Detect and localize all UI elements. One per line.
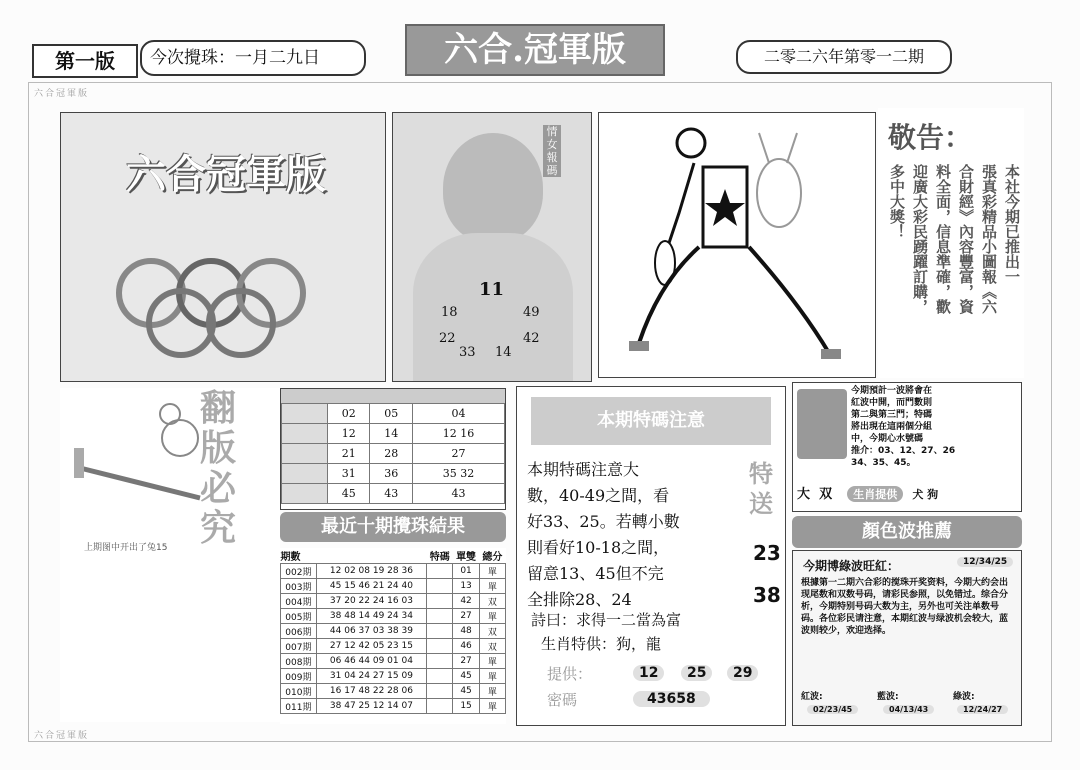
grid-cell: 02 — [328, 404, 370, 424]
grid-row — [282, 484, 505, 504]
wave-tip-line: 紅波中開，而門數則 — [851, 398, 933, 408]
table-row — [281, 684, 506, 699]
grid-row — [282, 444, 505, 464]
color-wave-subtitle: 今期博綠波旺紅： — [803, 559, 900, 573]
photo-number: 22 — [439, 331, 456, 346]
result-cell: 01 — [453, 564, 479, 579]
result-cell: 003期 — [281, 579, 317, 594]
wave-tip-line: 推介：03、12、27、26 — [851, 446, 956, 456]
result-cell: 011期 — [281, 699, 317, 714]
table-row — [281, 699, 506, 714]
grid-table-header-bar — [281, 389, 505, 403]
result-cell: 双 — [479, 624, 505, 639]
result-cell: 13 — [453, 579, 479, 594]
grid-cell: 43 — [412, 484, 504, 504]
result-cell: 單 — [479, 579, 505, 594]
spacer-cell — [427, 609, 453, 624]
col-header: 特碼 — [429, 552, 450, 563]
wave-tip-panel — [792, 382, 1022, 512]
result-cell: 44 06 37 03 38 39 — [316, 624, 426, 639]
grid-row-label — [282, 444, 328, 464]
result-cell: 48 — [453, 624, 479, 639]
special-title: 本期特碼注意 — [531, 397, 771, 445]
spacer-cell — [427, 624, 453, 639]
photo-number: 42 — [523, 331, 540, 346]
code-label: 密碼 — [547, 691, 578, 709]
table-row — [281, 579, 506, 594]
side-number: 23 — [753, 541, 781, 565]
result-cell: 38 48 14 49 24 34 — [316, 609, 426, 624]
special-zodiac: 生肖特供：狗，龍 — [541, 635, 662, 653]
ticker-top: 六合冠軍版 — [34, 89, 90, 99]
spacer-cell — [427, 699, 453, 714]
color-wave-balls: 12/34/25 — [957, 557, 1013, 567]
result-cell: 45 15 46 21 24 40 — [316, 579, 426, 594]
table-row — [281, 624, 506, 639]
notice-panel — [878, 108, 1024, 378]
result-cell: 006期 — [281, 624, 317, 639]
edition-label: 第一版 — [32, 44, 138, 78]
wave-tip-line: 中，今期心水號碼 — [851, 434, 924, 444]
result-cell: 16 17 48 22 28 06 — [316, 684, 426, 699]
notice-line: 料全面，信息準確，歡 — [934, 164, 952, 314]
result-cell: 單 — [479, 609, 505, 624]
cartoon-figure-icon — [599, 113, 875, 377]
color-wave-body: 根據第一二期六合彩的搅珠开奖资料，今期大约会出现尾数和双数号码，请彩民参照，以免错过。综合分析，今期特别号码大数为主，另外也可关注单数号码。各位彩民请注意，本期红波与绿波机会较大，蓝波则较少，欢迎选择。 — [801, 578, 1009, 636]
provide-number: 25 — [681, 665, 712, 681]
grid-table — [281, 403, 505, 504]
table-row — [281, 594, 506, 609]
provide-number: 12 — [633, 665, 664, 681]
draw-date: 今次攪珠：一月二九日 — [140, 40, 366, 76]
col-header: 期數 — [280, 552, 301, 563]
table-row — [281, 669, 506, 684]
portrait-head — [443, 133, 543, 243]
result-cell: 42 — [453, 594, 479, 609]
results-panel — [280, 548, 506, 724]
wave-tip-line: 今期預計一波將會在 — [851, 386, 933, 396]
special-panel — [516, 386, 786, 726]
parity-label: 双 — [819, 487, 833, 502]
spacer-cell — [427, 564, 453, 579]
spacer-cell — [427, 579, 453, 594]
grid-cell: 36 — [370, 464, 412, 484]
notice-title: 敬告： — [888, 121, 973, 154]
special-text — [527, 457, 739, 613]
photo-number: 11 — [479, 279, 505, 300]
result-cell: 双 — [479, 594, 505, 609]
spacer-cell — [427, 654, 453, 669]
special-line: 全排除28、24 — [527, 590, 632, 609]
notice-line: 張真彩精品小圖報《六 — [980, 164, 998, 314]
spacer-cell — [427, 669, 453, 684]
result-cell: 46 — [453, 639, 479, 654]
table-row — [281, 564, 506, 579]
green-wave-label: 綠波: — [953, 692, 975, 702]
result-cell: 15 — [453, 699, 479, 714]
special-line: 好33、25。若轉小數 — [527, 512, 680, 531]
ticker-bottom: 六合冠軍版 — [34, 731, 90, 741]
wave-tip-line: 第二與第三門；特碼 — [851, 410, 933, 420]
table-row — [281, 609, 506, 624]
side-banner: 翻版必究 — [200, 387, 237, 549]
notice-line: 本社今期已推出一 — [1003, 164, 1021, 284]
grid-cell: 28 — [370, 444, 412, 464]
result-cell: 27 — [453, 654, 479, 669]
wave-tip-footer — [797, 483, 1017, 509]
result-cell: 008期 — [281, 654, 317, 669]
provide-label: 提供： — [547, 665, 593, 683]
zodiac-value: 犬 狗 — [912, 488, 939, 501]
result-cell: 37 20 22 24 16 03 — [316, 594, 426, 609]
col-header: 單雙 — [456, 552, 477, 563]
notice-text — [884, 164, 1022, 374]
result-cell: 009期 — [281, 669, 317, 684]
photo-badge: 情女報碼 — [543, 125, 561, 177]
result-cell: 45 — [453, 684, 479, 699]
grid-table-panel — [280, 388, 506, 510]
green-wave-numbers: 12/24/27 — [957, 705, 1008, 714]
grid-cell: 12 — [328, 424, 370, 444]
cartoon-caption: 上期图中开出了兔15 — [84, 543, 168, 553]
photo-number: 14 — [495, 345, 512, 360]
notice-line: 合財經》內容豐富，資 — [957, 164, 975, 314]
special-poem: 詩曰：求得一二當為富 — [531, 611, 682, 629]
notice-line: 迎廣大彩民踴躍訂購， — [911, 164, 929, 314]
grid-row-label — [282, 464, 328, 484]
result-cell: 31 04 24 27 15 09 — [316, 669, 426, 684]
grid-row-label — [282, 484, 328, 504]
result-cell: 06 46 44 09 01 04 — [316, 654, 426, 669]
result-cell: 007期 — [281, 639, 317, 654]
wave-tip-text — [851, 385, 1021, 469]
result-cell: 005期 — [281, 609, 317, 624]
zodiac-label: 生肖提供 — [847, 486, 903, 502]
blue-wave-label: 藍波: — [877, 692, 899, 702]
result-cell: 27 — [453, 609, 479, 624]
masthead-title: 六合.冠軍版 — [405, 24, 665, 76]
special-line: 留意13、45但不完 — [527, 564, 664, 583]
result-cell: 双 — [479, 639, 505, 654]
wave-tip-line: 34、35、45。 — [851, 458, 916, 468]
table-row — [281, 639, 506, 654]
photo-number: 49 — [523, 305, 540, 320]
grid-cell: 04 — [412, 404, 504, 424]
grid-cell: 31 — [328, 464, 370, 484]
special-line: 本期特碼注意大 — [527, 460, 640, 479]
spacer-cell — [427, 594, 453, 609]
red-wave-numbers: 02/23/45 — [807, 705, 858, 714]
spacer-cell — [427, 684, 453, 699]
result-cell: 010期 — [281, 684, 317, 699]
grid-row — [282, 464, 505, 484]
special-line: 數，40-49之間，看 — [527, 486, 670, 505]
result-cell: 12 02 08 19 28 36 — [316, 564, 426, 579]
grid-cell: 45 — [328, 484, 370, 504]
issue-number: 二零二六年第零一二期 — [736, 40, 952, 74]
result-cell: 單 — [479, 699, 505, 714]
logo-title: 六合冠軍版 — [126, 151, 326, 198]
notice-line: 多中大獎！ — [888, 164, 906, 239]
result-cell: 單 — [479, 669, 505, 684]
tip-image — [797, 389, 847, 459]
color-wave-panel — [792, 550, 1022, 726]
provide-number: 29 — [727, 665, 758, 681]
results-table — [280, 548, 506, 714]
olympic-rings-icon — [111, 253, 351, 363]
grid-cell: 05 — [370, 404, 412, 424]
result-cell: 38 47 25 12 14 07 — [316, 699, 426, 714]
secret-code: 43658 — [633, 691, 710, 707]
photo-number: 18 — [441, 305, 458, 320]
photo-number: 33 — [459, 345, 476, 360]
photo-panel — [392, 112, 592, 382]
grid-row — [282, 424, 505, 444]
special-line: 則看好10-18之間， — [527, 538, 670, 557]
table-row — [281, 654, 506, 669]
blue-wave-numbers: 04/13/43 — [883, 705, 934, 714]
size-label: 大 — [797, 487, 811, 502]
grid-row — [282, 404, 505, 424]
portrait-body — [413, 233, 573, 382]
result-cell: 45 — [453, 669, 479, 684]
grid-cell: 12 16 — [412, 424, 504, 444]
color-wave-title: 顏色波推薦 — [792, 516, 1022, 548]
grid-cell: 43 — [370, 484, 412, 504]
grid-cell: 27 — [412, 444, 504, 464]
result-cell: 單 — [479, 684, 505, 699]
result-cell: 004期 — [281, 594, 317, 609]
logo-panel — [60, 112, 386, 382]
wave-tip-line: 將出現在這兩個分組 — [851, 422, 933, 432]
grid-row-label — [282, 404, 328, 424]
monkey-seesaw-icon — [70, 398, 210, 508]
grid-row-label — [282, 424, 328, 444]
grid-cell: 35 32 — [412, 464, 504, 484]
cartoon-panel — [598, 112, 876, 378]
monkey-panel — [60, 388, 280, 722]
red-wave-label: 紅波: — [801, 692, 823, 702]
result-cell: 單 — [479, 654, 505, 669]
grid-cell: 21 — [328, 444, 370, 464]
col-header: 總分 — [482, 552, 503, 563]
result-cell: 單 — [479, 564, 505, 579]
side-number: 38 — [753, 583, 781, 607]
spacer-cell — [427, 639, 453, 654]
result-cell: 27 12 42 05 23 15 — [316, 639, 426, 654]
grid-cell: 14 — [370, 424, 412, 444]
result-cell: 002期 — [281, 564, 317, 579]
side-label: 特送 — [749, 460, 773, 518]
results-title: 最近十期攪珠結果 — [280, 512, 506, 542]
